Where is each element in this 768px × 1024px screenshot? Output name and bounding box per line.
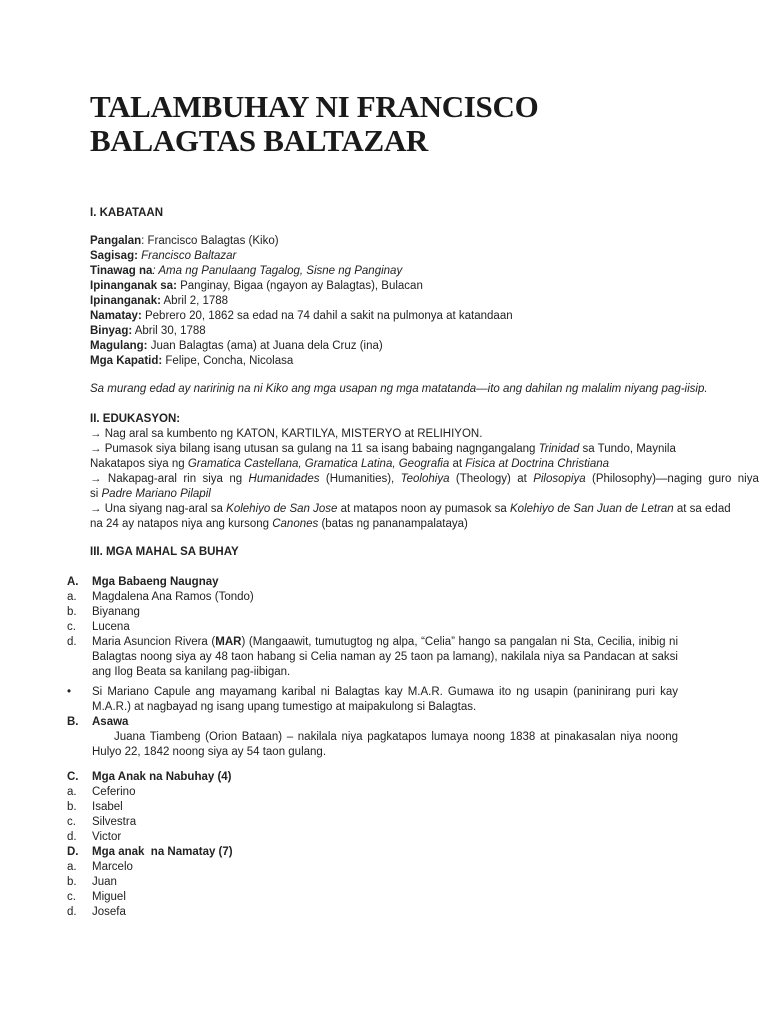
edukasyon-text: (Philosophy)—naging guro niya bbox=[585, 473, 759, 485]
tinawag-value: : Ama ng Panulaang Tagalog, Sisne ng Panginay bbox=[152, 265, 403, 277]
namatay-value: Pebrero 20, 1862 sa edad na 74 dahil a sakit na pulmonya at katandaan bbox=[141, 310, 513, 322]
list-item bbox=[67, 785, 678, 800]
edukasyon-text: Nakatapos siya ng bbox=[90, 458, 188, 470]
edukasyon-line-3 bbox=[90, 457, 678, 472]
edukasyon-text: → Pumasok siya bilang isang utusan sa gulang na 11 sa isang babaing nagngangalang bbox=[90, 443, 539, 455]
edukasyon-italic: Canones bbox=[272, 518, 319, 530]
edukasyon-line-7 bbox=[90, 517, 678, 532]
subsection-title: Asawa bbox=[92, 716, 129, 728]
edukasyon-text: at matapos noon ay pumasok sa bbox=[337, 503, 511, 515]
list-item-text: Miguel bbox=[92, 891, 126, 903]
list-item-text: Josefa bbox=[92, 906, 126, 918]
namatay-label: Namatay: bbox=[90, 310, 142, 322]
subsection-title: Mga anak na Namatay (7) bbox=[92, 846, 233, 858]
list-item bbox=[67, 590, 678, 605]
edukasyon-text: at sa edad bbox=[673, 503, 731, 515]
list-item-text: Marcelo bbox=[92, 861, 133, 873]
magulang-line bbox=[90, 339, 678, 354]
edukasyon-line-5 bbox=[90, 487, 678, 502]
list-item-text: Juan bbox=[92, 876, 117, 888]
list-item-text: ) (Mangaawit, tumutugtog ng alpa, “Celia” hango sa pangalan ni Sta, Cecilia, inibig ni Balagtas noong siya ay 48 taon habang si Celia naman ay 25 taon pa lamang), nakilala niya sa Pandacan at saksi ang Ilog Beata sa kanilang pag-iibigan. bbox=[92, 636, 678, 678]
edukasyon-italic: Teolohiya bbox=[400, 473, 450, 485]
list-item bbox=[67, 620, 678, 635]
document-title: TALAMBUHAY NI FRANCISCO BALAGTAS BALTAZAR bbox=[90, 89, 539, 158]
edukasyon-line-2 bbox=[90, 442, 678, 457]
list-marker: B. bbox=[67, 716, 79, 728]
list-marker: a. bbox=[67, 786, 77, 798]
list-marker: a. bbox=[67, 861, 77, 873]
list-marker: b. bbox=[67, 876, 77, 888]
bullet-icon: • bbox=[67, 686, 72, 698]
list-marker: C. bbox=[67, 771, 79, 783]
namatay-line bbox=[90, 309, 678, 324]
subsection-title: Mga Babaeng Naugnay bbox=[92, 576, 219, 588]
edukasyon-italic: Kolehiyo de San Juan de Letran bbox=[510, 503, 674, 515]
ipinanganak-sa-line bbox=[90, 279, 678, 294]
list-item-bold: MAR bbox=[215, 636, 242, 648]
edukasyon-line-4 bbox=[90, 472, 759, 487]
ipinanganak-sa-label: Ipinanganak sa: bbox=[90, 280, 177, 292]
ipinanganak-sa-value: Panginay, Bigaa (ngayon ay Balagtas), Bulacan bbox=[176, 280, 423, 292]
binyag-label: Binyag: bbox=[90, 325, 133, 337]
section-heading-mahal: III. MGA MAHAL SA BUHAY bbox=[90, 546, 239, 558]
section-heading-edukasyon: II. EDUKASYON: bbox=[90, 413, 181, 425]
list-item-text: Lucena bbox=[92, 621, 130, 633]
binyag-value: Abril 30, 1788 bbox=[132, 325, 206, 337]
anak-list bbox=[67, 770, 678, 920]
list-marker: d. bbox=[67, 831, 77, 843]
edukasyon-text: → Una siyang nag-aral sa bbox=[90, 503, 227, 515]
list-marker: c. bbox=[67, 891, 76, 903]
magulang-value: Juan Balagtas (ama) at Juana dela Cruz (ina) bbox=[147, 340, 383, 352]
list-marker: c. bbox=[67, 816, 76, 828]
list-marker: D. bbox=[67, 846, 79, 858]
section-heading-kabataan: I. KABATAAN bbox=[90, 207, 164, 219]
list-item bbox=[67, 830, 678, 845]
list-marker: d. bbox=[67, 636, 77, 648]
sagisag-line bbox=[90, 249, 678, 264]
magulang-label: Magulang: bbox=[90, 340, 148, 352]
edukasyon-text: → Nakapag-aral rin siya ng bbox=[90, 473, 249, 485]
list-marker: A. bbox=[67, 576, 79, 588]
edukasyon-italic: Fisica at Doctrina Christiana bbox=[465, 458, 610, 470]
list-marker: c. bbox=[67, 621, 76, 633]
list-item bbox=[67, 800, 678, 815]
ipinanganak-value: Abril 2, 1788 bbox=[160, 295, 229, 307]
edukasyon-line-6 bbox=[90, 502, 731, 517]
edukasyon-text: at bbox=[449, 458, 466, 470]
kapatid-line bbox=[90, 354, 678, 369]
edukasyon-text: (Humanities), bbox=[319, 473, 401, 485]
edukasyon-section bbox=[90, 412, 759, 532]
edukasyon-italic: Padre Mariano Pilapil bbox=[101, 488, 211, 500]
kapatid-value: Felipe, Concha, Nicolasa bbox=[162, 355, 294, 367]
edukasyon-text: sa Tundo, Maynila bbox=[579, 443, 676, 455]
edukasyon-text: (Theology) at bbox=[449, 473, 534, 485]
list-item-text: Maria Asuncion Rivera ( bbox=[92, 636, 216, 648]
list-marker: d. bbox=[67, 906, 77, 918]
list-item-text: Silvestra bbox=[92, 816, 137, 828]
kabataan-note: Sa murang edad ay naririnig na ni Kiko ang mga usapan ng mga matatanda—ito ang dahilan ng malalim niyang pag-iisip. bbox=[90, 383, 708, 395]
list-item-text: Biyanang bbox=[92, 606, 140, 618]
asawa-paragraph bbox=[67, 730, 678, 760]
list-item-text: Victor bbox=[92, 831, 122, 843]
edukasyon-text: si bbox=[90, 488, 102, 500]
ipinanganak-line bbox=[90, 294, 678, 309]
edukasyon-italic: Humanidades bbox=[248, 473, 320, 485]
tinawag-label: Tinawag na bbox=[90, 265, 153, 277]
mahal-list bbox=[67, 575, 678, 760]
edukasyon-italic: Trinidad bbox=[538, 443, 580, 455]
list-marker: b. bbox=[67, 606, 77, 618]
kapatid-label: Mga Kapatid: bbox=[90, 355, 163, 367]
subsection-babaeng-naugnay bbox=[67, 575, 678, 590]
list-item bbox=[67, 860, 678, 875]
list-item-text: Isabel bbox=[92, 801, 123, 813]
subsection-anak-namatay bbox=[67, 845, 678, 860]
list-item bbox=[67, 875, 678, 890]
list-item-text: Si Mariano Capule ang mayamang karibal ni Balagtas kay M.A.R. Gumawa ito ng usapin (paninirang puri kay M.A.R.) at nagbayad ng isang upang tumestigo at maipakulong si Balagtas. bbox=[92, 686, 678, 713]
edukasyon-italic: Gramatica Castellana, Gramatica Latina, Geografia bbox=[187, 458, 450, 470]
tinawag-line bbox=[90, 264, 678, 279]
subsection-anak-nabuhay bbox=[67, 770, 678, 785]
pangalan-line bbox=[90, 234, 678, 249]
list-marker: a. bbox=[67, 591, 77, 603]
edukasyon-italic: Kolehiyo de San Jose bbox=[226, 503, 338, 515]
pangalan-value: : Francisco Balagtas (Kiko) bbox=[141, 235, 279, 247]
list-item-text: Magdalena Ana Ramos (Tondo) bbox=[92, 591, 254, 603]
list-item bbox=[67, 815, 678, 830]
edukasyon-text: na 24 ay natapos niya ang kursong bbox=[90, 518, 273, 530]
sagisag-label: Sagisag: bbox=[90, 250, 138, 262]
pangalan-label: Pangalan bbox=[90, 235, 142, 247]
list-marker: b. bbox=[67, 801, 77, 813]
list-item-bullet bbox=[67, 685, 678, 715]
list-item bbox=[67, 605, 678, 620]
subsection-title: Mga Anak na Nabuhay (4) bbox=[92, 771, 232, 783]
list-item bbox=[67, 905, 678, 920]
edukasyon-italic: Pilosopiya bbox=[533, 473, 586, 485]
list-item-text: Ceferino bbox=[92, 786, 136, 798]
list-item-mar bbox=[67, 635, 678, 680]
sagisag-value: Francisco Baltazar bbox=[137, 250, 237, 262]
edukasyon-line-1: → Nag aral sa kumbento ng KATON, KARTILYA, MISTERYO at RELIHIYON. bbox=[90, 428, 483, 440]
binyag-line bbox=[90, 324, 678, 339]
subsection-asawa bbox=[67, 715, 678, 730]
edukasyon-text: (batas ng pananampalataya) bbox=[318, 518, 468, 530]
list-item bbox=[67, 890, 678, 905]
ipinanganak-label: Ipinanganak: bbox=[90, 295, 161, 307]
asawa-text: Juana Tiambeng (Orion Bataan) – nakilala niya pagkatapos lumaya noong 1838 at pinakasalan niya noong Hulyo 22, 1842 noong siya ay 54 taon gulang. bbox=[92, 731, 678, 758]
kabataan-details bbox=[90, 234, 678, 369]
